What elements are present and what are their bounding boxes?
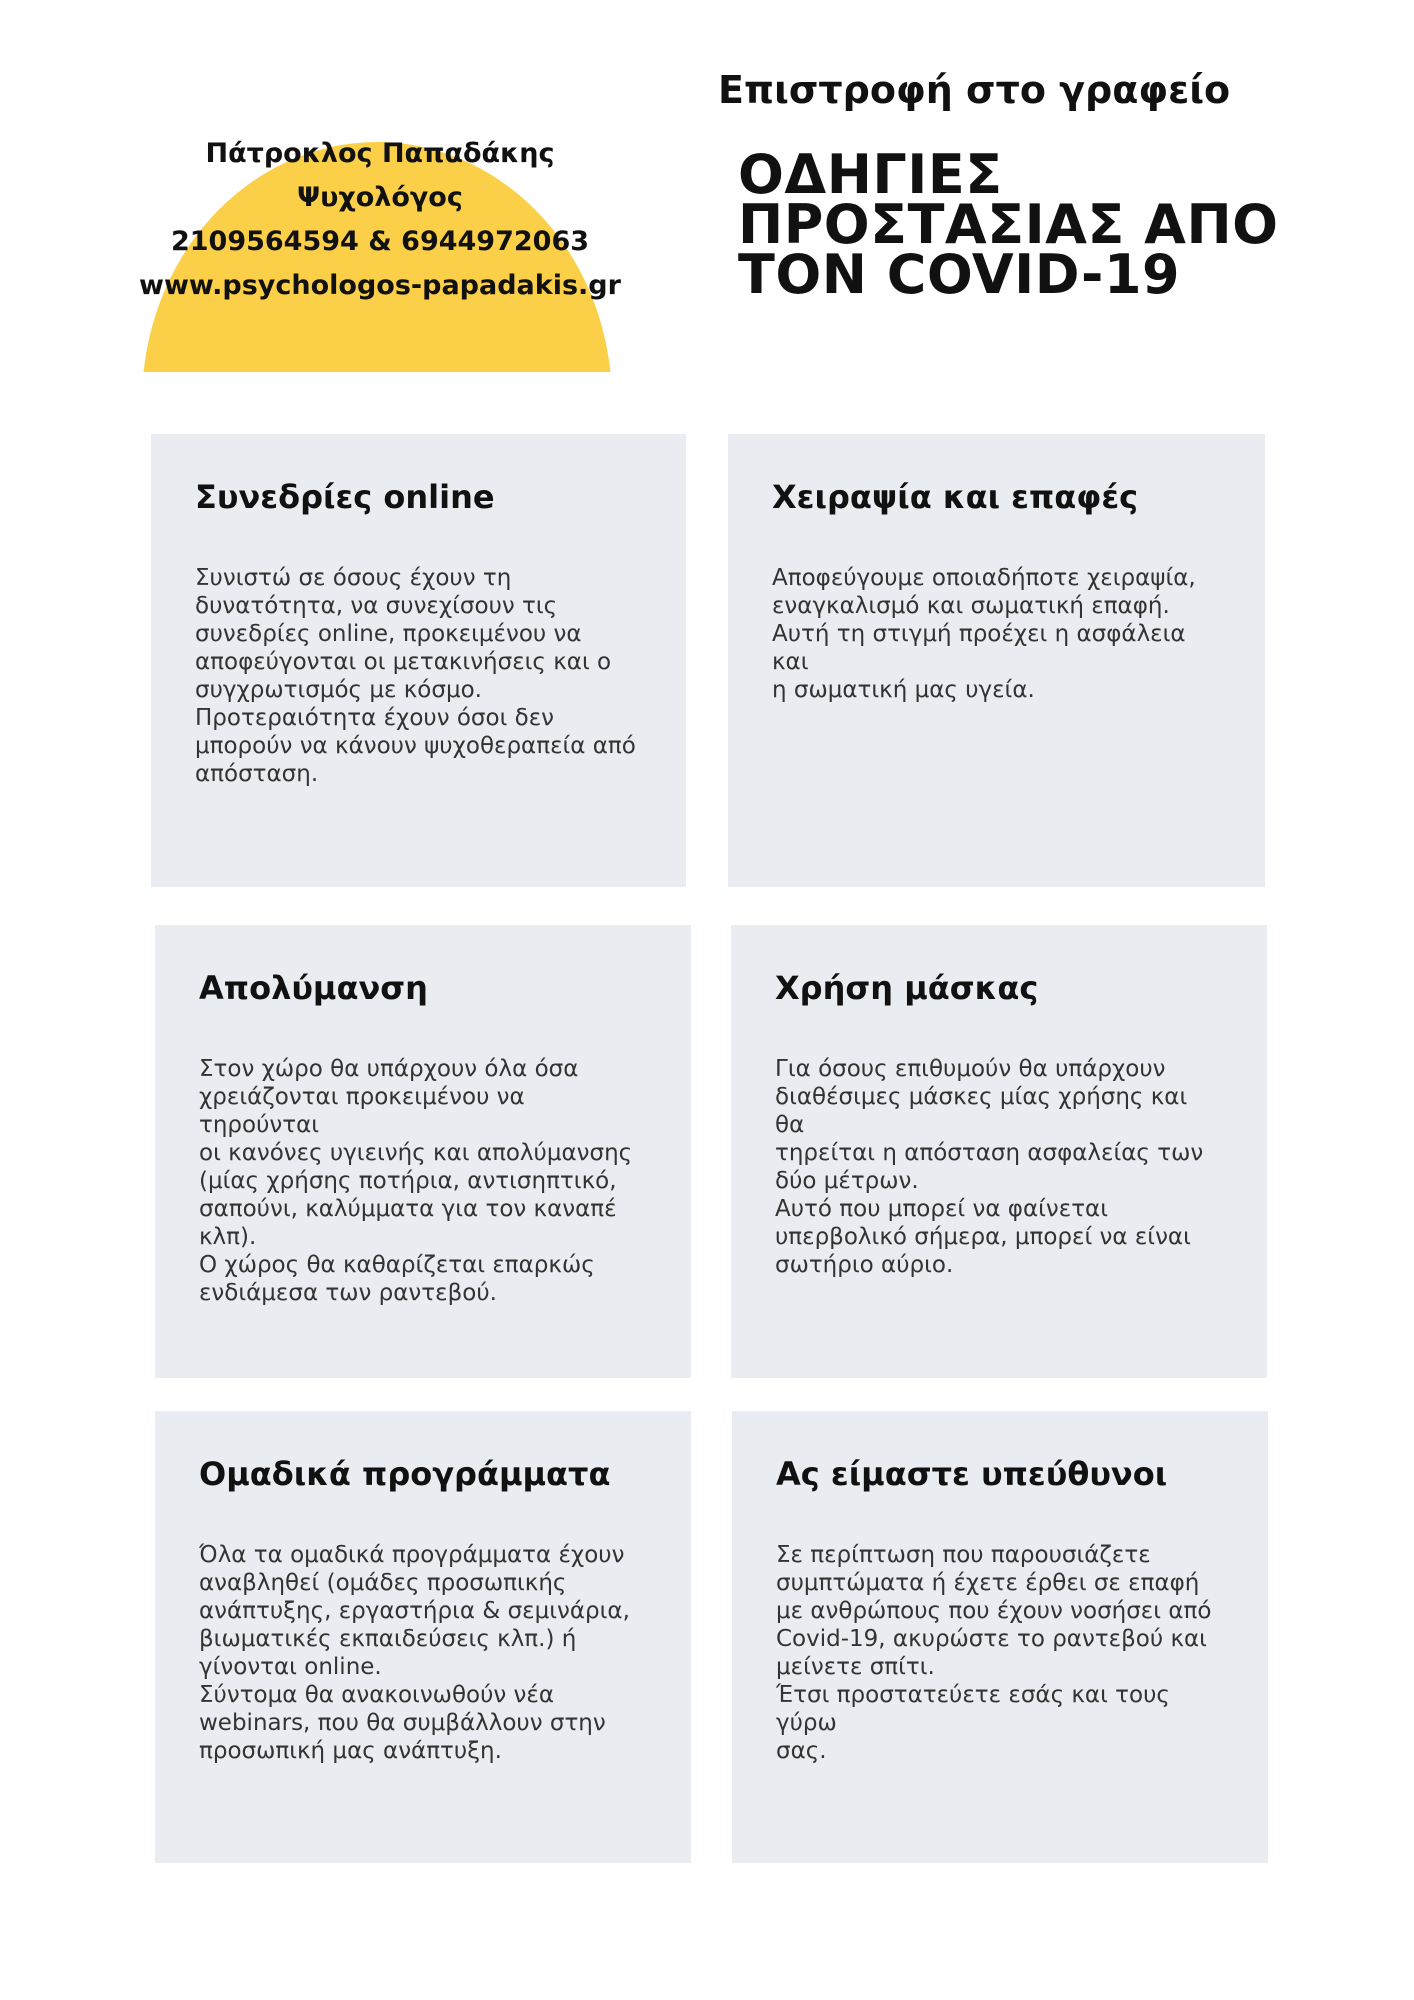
card-title: Χειραψία και επαφές (772, 478, 1139, 516)
contact-website: www.psychologos-papadakis.gr (139, 270, 621, 301)
card-body: Στον χώρο θα υπάρχουν όλα όσα χρειάζονται προκειμένου να τηρούνται οι κανόνες υγιεινής και απολύμανσης (μίας χρήσης ποτήρια, αντισηπτικό, σαπούνι, καλύμματα για τον καναπέ κλπ). Ο χώρος θα καθαρίζεται επαρκώς ενδιάμεσα των ραντεβού. (199, 1056, 633, 1306)
card-title: Ομαδικά προγράμματα (199, 1455, 611, 1493)
card-title: Απολύμανση (199, 969, 428, 1007)
card-body: Συνιστώ σε όσους έχουν τη δυνατότητα, να συνεχίσουν τις συνεδρίες online, προκειμένου να αποφεύγονται οι μετακινήσεις και ο συγχρωτισμός με κόσμο. Προτεραιότητα έχουν όσοι δεν μπορούν να κάνουν ψυχοθεραπεία από απόσταση. (195, 565, 636, 787)
page-subtitle: Επιστροφή στο γραφείο (718, 68, 1231, 112)
card-body: Αποφεύγουμε οποιαδήποτε χειραψία, εναγκαλισμό και σωματική επαφή. Αυτή τη στιγμή προέχει η ασφάλεια και η σωματική μας υγεία. (772, 565, 1196, 703)
card-online-sessions (151, 434, 686, 887)
card-disinfection (155, 925, 691, 1378)
card-title: Ας είμαστε υπεύθυνοι (776, 1455, 1168, 1493)
card-title: Συνεδρίες online (195, 478, 495, 516)
card-be-responsible (732, 1411, 1268, 1863)
contact-name: Πάτροκλος Παπαδάκης (205, 138, 555, 169)
page-title-line: ΠΡΟΣΤΑΣΙΑΣ ΑΠΟ (738, 193, 1279, 256)
contact-phones: 2109564594 & 6944972063 (170, 226, 590, 257)
card-body: Για όσους επιθυμούν θα υπάρχουν διαθέσιμες μάσκες μίας χρήσης και θα τηρείται η απόσταση ασφαλείας των δύο μέτρων. Αυτό που μπορεί να φαίνεται υπερβολικό σήμερα, μπορεί να είναι σωτήριο αύριο. (775, 1056, 1204, 1278)
page-title (738, 143, 1338, 306)
contact-block (130, 132, 630, 308)
page-title-line: ΟΔΗΓΙΕΣ (738, 143, 1003, 206)
card-body: Σε περίπτωση που παρουσιάζετε συμπτώματα ή έχετε έρθει σε επαφή με ανθρώπους που έχουν νοσήσει από Covid-19, ακυρώστε το ραντεβού και μείνετε σπίτι. Έτσι προστατεύετε εσάς και τους γύρω σας. (776, 1542, 1212, 1764)
card-body: Όλα τα ομαδικά προγράμματα έχουν αναβληθεί (ομάδες προσωπικής ανάπτυξης, εργαστήρια & σεμινάρια, βιωματικές εκπαιδεύσεις κλπ.) ή γίνονται online. Σύντομα θα ανακοινωθούν νέα webinars, που θα συμβάλλουν στην προσωπική μας ανάπτυξη. (199, 1542, 630, 1764)
card-title: Χρήση μάσκας (775, 969, 1039, 1007)
page-title-line: ΤΟΝ COVID-19 (738, 243, 1181, 306)
card-group-programs (155, 1411, 691, 1863)
card-mask-use (731, 925, 1267, 1378)
card-handshakes (728, 434, 1265, 887)
contact-profession: Ψυχολόγος (297, 182, 463, 213)
